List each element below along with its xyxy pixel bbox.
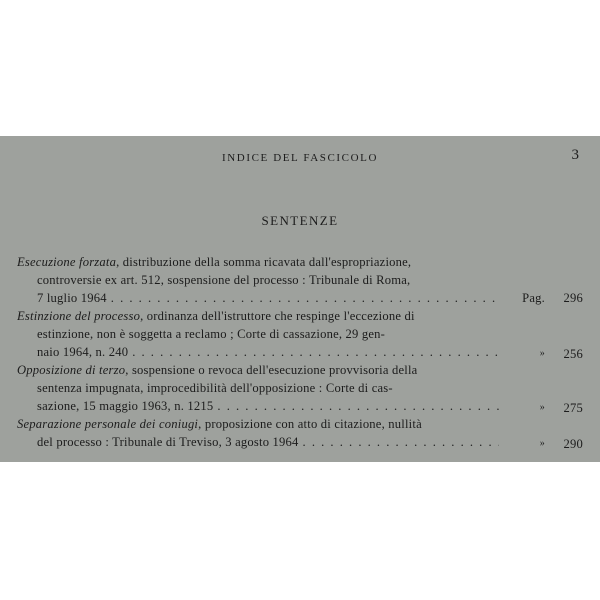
entry-last-line [17, 397, 583, 415]
entry-subject: Separazione personale dei coniugi [17, 417, 199, 431]
entry-first-line [17, 415, 583, 433]
index-entry [17, 253, 583, 307]
entry-page-number: 275 [563, 401, 583, 415]
entry-last-line [17, 343, 583, 361]
entry-last-line [17, 289, 583, 307]
page-reference [505, 345, 583, 363]
entry-text: , sospensione o revoca dell'esecuzione provvisoria della [125, 363, 418, 377]
section-title: SENTENZE [261, 213, 339, 228]
entry-text: , proposizione con atto di citazione, nullità [198, 417, 422, 431]
entry-continuation-line: controversie ex art. 512, sospensione del processo : Tribunale di Roma, [37, 273, 411, 287]
entry-continuation-line: sentenza impugnata, improcedibilità dell'opposizione : Corte di cas- [37, 381, 393, 395]
entry-citation: naio 1964, n. 240 [37, 345, 129, 359]
entry-page-number: 296 [563, 291, 583, 305]
ditto-mark: » [539, 402, 545, 413]
entry-first-line [17, 307, 583, 325]
page-reference [505, 435, 583, 453]
entry-continuation-line: estinzione, non è soggetta a reclamo ; Corte di cassazione, 29 gen- [37, 327, 386, 341]
entry-subject: Esecuzione forzata [17, 255, 117, 269]
entry-first-line [17, 361, 583, 379]
dot-leader [132, 343, 499, 361]
index-entry [17, 361, 583, 415]
entry-page-number: 256 [563, 347, 583, 361]
entry-last-line [17, 433, 583, 451]
entry-subject: Estinzione del processo [17, 309, 141, 323]
entry-subject: Opposizione di terzo [17, 363, 126, 377]
entry-citation: del processo : Tribunale di Treviso, 3 agosto 1964 [37, 435, 299, 449]
index-entry [17, 415, 583, 451]
entry-first-line [17, 253, 583, 271]
page-label: Pag. [522, 291, 545, 305]
entry-citation: 7 luglio 1964 [37, 291, 107, 305]
document-page [0, 136, 600, 462]
index-entry [17, 307, 583, 361]
page-reference [505, 289, 583, 307]
dot-leader [111, 289, 499, 307]
dot-leader [303, 433, 499, 451]
page-number: 3 [571, 147, 579, 163]
dot-leader [217, 397, 499, 415]
page-reference [505, 399, 583, 417]
entry-citation: sazione, 15 maggio 1963, n. 1215 [37, 399, 214, 413]
header-title: INDICE DEL FASCICOLO [221, 152, 379, 164]
entry-text: , distribuzione della somma ricavata dall'espropriazione, [116, 255, 412, 269]
index-entries [17, 253, 583, 451]
entry-page-number: 290 [563, 437, 583, 451]
ditto-mark: » [539, 348, 545, 359]
ditto-mark: » [539, 438, 545, 449]
entry-text: , ordinanza dell'istruttore che respinge l'eccezione di [140, 309, 415, 323]
